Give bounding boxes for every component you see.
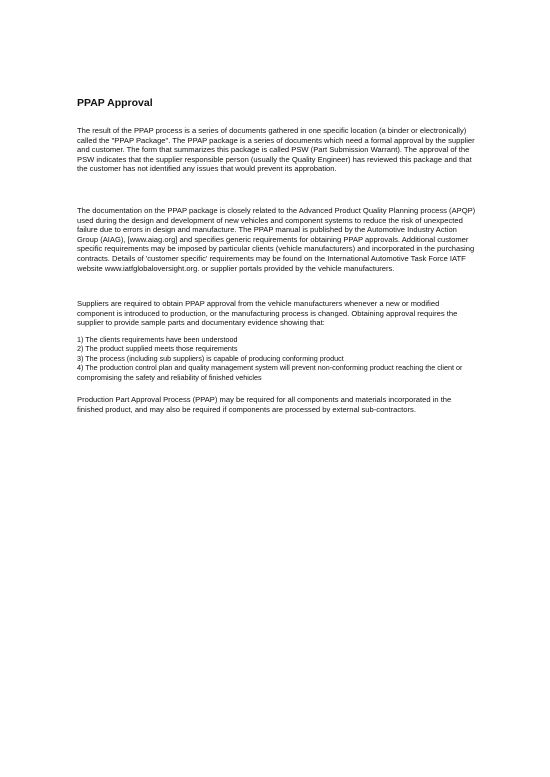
list-item: 4) The production control plan and quality management system will prevent non-conforming product reaching the client or compromising the safety and reliability of finished vehicles [77,363,463,382]
document-body [77,97,477,414]
requirements-list [77,335,477,382]
list-item: 3) The process (including sub suppliers) is capable of producing conforming product [77,353,344,363]
paragraph-psw: The result of the PPAP process is a series of documents gathered in one specific location (a binder or electronically) called the "PPAP Package". The PPAP package is a series of documents which need a formal approval by the supplier and customer. The form that summarizes this package is called PSW (Part Submission Warrant). The approval of the PSW indicates that the supplier responsible person (usually the Quality Engineer) has reviewed this package and that the customer has not identified any issues that would prevent its approbation. [77,126,475,174]
paragraph-supplier-requirements: Suppliers are required to obtain PPAP approval from the vehicle manufacturers whenever a new or modified component is introduced to production, or the manufacturing process is changed. Obtaining approval requires the supplier to provide sample parts and documentary evidence showing that: [77,299,458,328]
paragraph-apqp: The documentation on the PPAP package is closely related to the Advanced Product Quality Planning process (APQP) used during the design and development of new vehicles and component systems to reduce the risk of unexpected failure due to errors in design and manufacture. The PPAP manual is published by the Automotive Industry Action Group (AIAG), [www.aiag.org] and specifies generic requirements for obtaining PPAP approvals. Additional customer specific requirements may be imposed by particular clients (vehicle manufacturers) and incorporated in the purchasing contracts. Details of 'customer specific' requirements may be found on the International Automotive Task Force IATF website www.iatfglobaloversight.org. or supplier portals provided by the vehicle manufacturers. [77,205,476,273]
list-item: 1) The clients requirements have been understood [77,334,238,344]
page-title: PPAP Approval [77,97,153,109]
paragraph-closing: Production Part Approval Process (PPAP) may be required for all components and materials incorporated in the finished product, and may also be required if components are processed by external sub-contractors. [77,394,452,414]
list-item: 2) The product supplied meets those requirements [77,344,238,354]
